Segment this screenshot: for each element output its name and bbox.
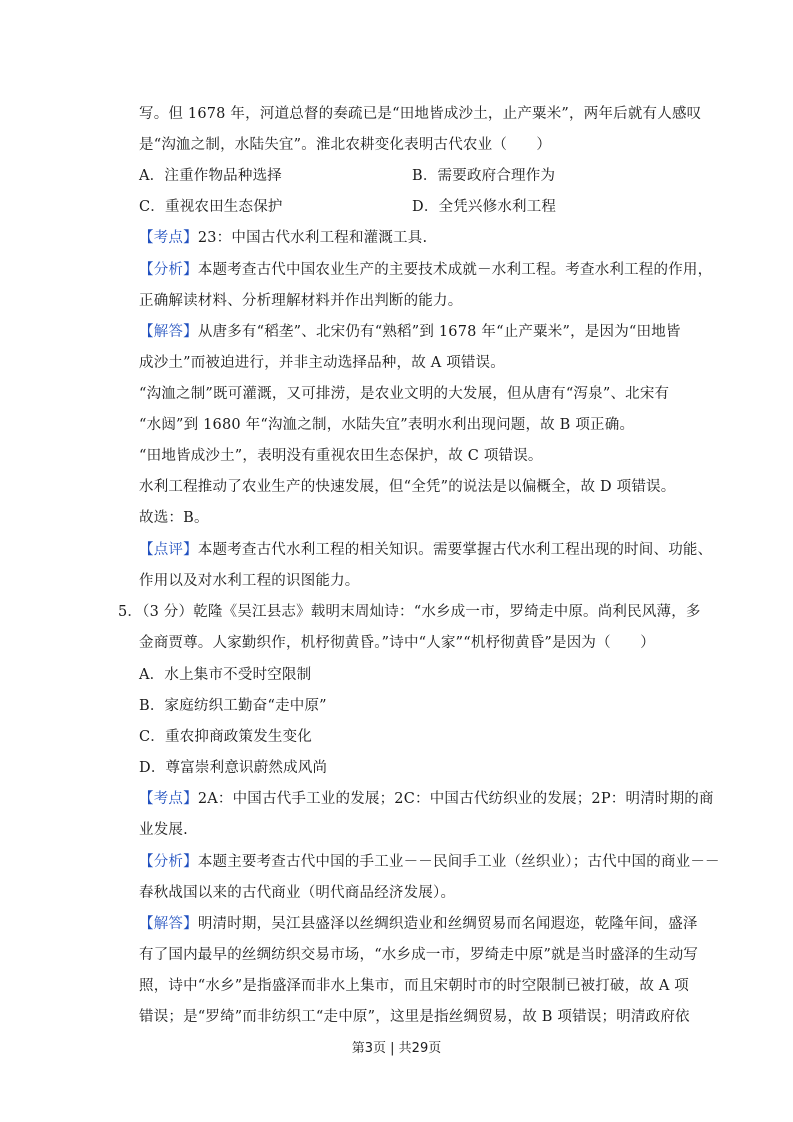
q5-jieda-line-4: 错误；是“罗绮”而非纺织工“走中原”，这里是指丝绸贸易，故 B 项错误；明清政府依	[139, 1009, 690, 1025]
q5-jieda-line-3: 照，诗中“水乡”是指盛泽而非水上集市，而且宋朝时市的时空限制已被打破，故 A 项	[139, 978, 690, 994]
page-footer: 第3页 | 共29页	[351, 1041, 442, 1056]
q5-stem-line-1: 5．（3 分）乾隆《吴江县志》载明末周灿诗：“水乡成一市，罗绮走中原。尚利民风薄，多	[118, 604, 701, 620]
q4-kaodian	[139, 228, 427, 248]
q5-option-a: A．水上集市不受时空限制	[139, 667, 312, 683]
q5-option-c: C．重农抑商政策发生变化	[139, 729, 312, 745]
jieda-text: 从唐多有“稻垄”、北宋仍有“熟稻”到 1678 年“止产粟米”，是因为“田地皆	[197, 324, 681, 340]
q4-fenxi-line-2: 正确解读材料、分析理解材料并作出判断的能力。	[139, 293, 463, 309]
kaodian-tag: 【考点】	[139, 230, 198, 246]
q4-jieda-line-1	[139, 322, 681, 342]
fenxi-tag: 【分析】	[139, 854, 198, 870]
q4-option-d: D．全凭兴修水利工程	[412, 199, 557, 215]
q4-stem-line-1: 写。但 1678 年，河道总督的奏疏已是“田地皆成沙土，止产粟米”，两年后就有人感叹	[139, 106, 702, 122]
kaodian-text: 23：中国古代水利工程和灌溉工具.	[197, 230, 428, 246]
q5-option-d: D．尊富崇利意识蔚然成风尚	[139, 760, 328, 776]
q4-option-b: B．需要政府合理作为	[412, 168, 556, 184]
q4-jieda-line-2: 成沙土”而被迫进行，并非主动选择品种，故 A 项错误。	[139, 355, 506, 371]
q4-stem-line-2: 是“沟洫之制，水陆失宜”。淮北农耕变化表明古代农业（ ）	[139, 137, 552, 153]
fenxi-tag: 【分析】	[139, 262, 198, 278]
q4-dianping-line-2: 作用以及对水利工程的识图能力。	[139, 573, 360, 589]
fenxi-text: 本题考查古代中国农业生产的主要技术成就－水利工程。考查水利工程的作用，	[197, 262, 713, 278]
jieda-tag: 【解答】	[139, 916, 198, 932]
q4-jieda-line-4: “水闼”到 1680 年“沟洫之制，水陆失宜”表明水利出现问题，故 B 项正确。	[139, 417, 635, 433]
q4-option-c: C．重视农田生态保护	[139, 199, 283, 215]
q5-option-b: B．家庭纺织工勤奋“走中原”	[139, 698, 327, 714]
dianping-tag: 【点评】	[139, 542, 198, 558]
q5-jieda-line-2: 有了国内最早的丝绸纺织交易市场，“水乡成一市，罗绮走中原”就是当时盛泽的生动写	[139, 947, 699, 963]
q5-fenxi-line-2: 春秋战国以来的古代商业（明代商品经济发展）。	[139, 885, 456, 901]
fenxi-text: 本题主要考查古代中国的手工业－－民间手工业（丝织业）；古代中国的商业－－	[197, 854, 720, 870]
q4-dianping-line-1	[139, 540, 712, 560]
q5-fenxi-line-1	[139, 852, 720, 872]
jieda-tag: 【解答】	[139, 324, 198, 340]
q5-kaodian-line-2: 业发展.	[139, 822, 188, 838]
q5-kaodian-line-1	[139, 789, 714, 809]
q4-jieda-line-7: 故选：B。	[139, 510, 209, 526]
q4-option-a: A．注重作物品种选择	[139, 168, 282, 184]
kaodian-text: 2A：中国古代手工业的发展；2C：中国古代纺织业的发展；2P：明清时期的商	[197, 791, 714, 807]
q5-jieda-line-1	[139, 914, 698, 934]
kaodian-tag: 【考点】	[139, 791, 198, 807]
dianping-text: 本题考查古代水利工程的相关知识。需要掌握古代水利工程出现的时间、功能、	[197, 542, 713, 558]
jieda-text: 明清时期，吴江县盛泽以丝绸织造业和丝绸贸易而名闻遐迩，乾隆年间，盛泽	[197, 916, 698, 932]
q5-stem-line-2: 金商贾尊。人家勤织作，机杼彻黄昏。”诗中“人家”“机杼彻黄昏”是因为（ ）	[139, 635, 655, 651]
q4-jieda-line-3: “沟洫之制”既可灌溉，又可排涝，是农业文明的大发展，但从唐有“泻泉”、北宋有	[139, 386, 670, 402]
q4-jieda-line-5: “田地皆成沙土”，表明没有重视农田生态保护，故 C 项错误。	[139, 448, 543, 464]
q4-jieda-line-6: 水利工程推动了农业生产的快速发展，但“全凭”的说法是以偏概全，故 D 项错误。	[139, 479, 676, 495]
q4-fenxi-line-1	[139, 260, 712, 280]
